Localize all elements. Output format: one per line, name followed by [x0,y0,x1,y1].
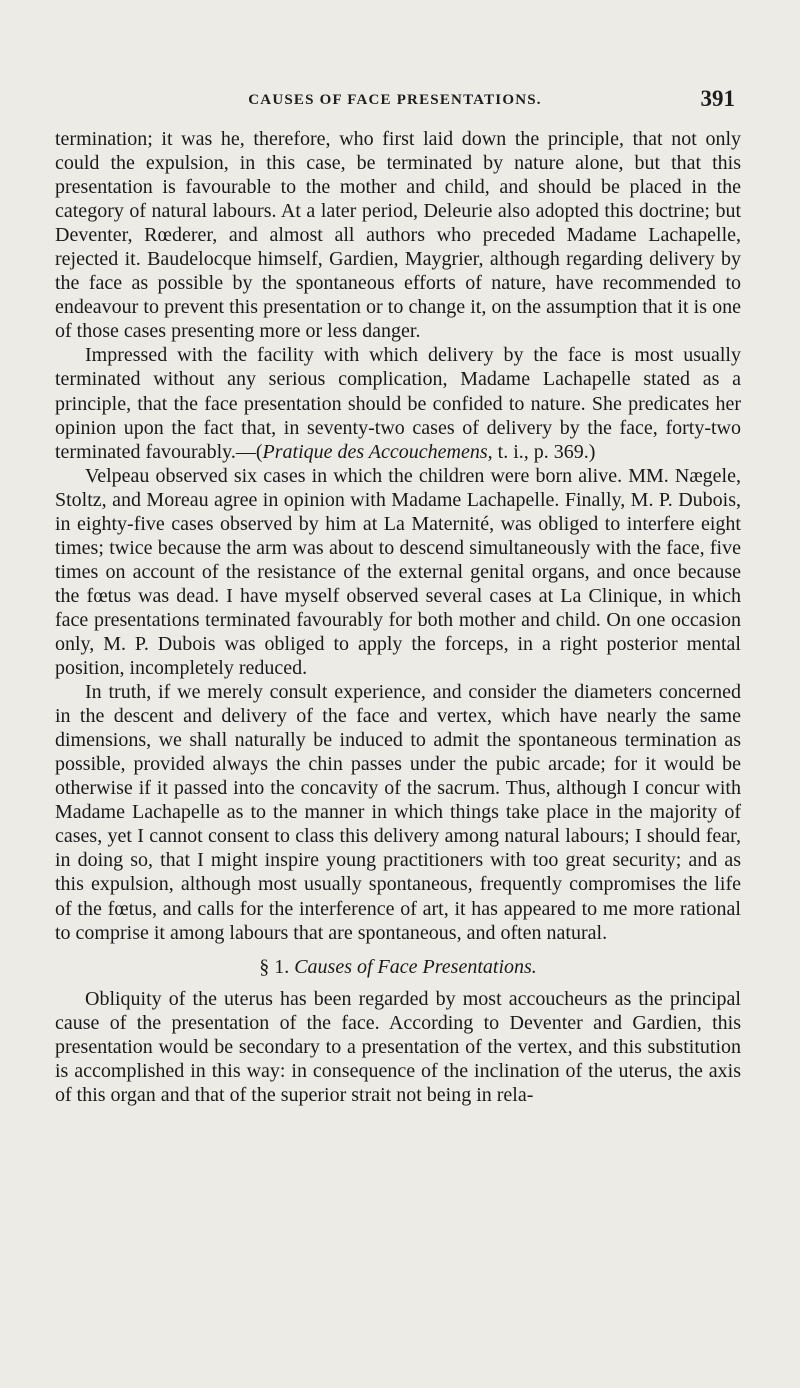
paragraph-experience: In truth, if we merely consult experience, and consider the diameters concerned in the descent and delivery of the face and vertex, which have nearly the same dimensions, we shall naturally be induced to admit the spontaneous termination as possible, provided always the chin passes under the pubic arcade; for it would be otherwise if it passed into the concavity of the sacrum. Thus, although I concur with Madame Lachapelle as to the manner in which things take place in the majority of cases, yet I cannot consent to class this delivery among natural labours; I should fear, in doing so, that I might inspire young practitioners with too great security; and as this expulsion, although most usually spontaneous, frequently compromises the life of the fœtus, and calls for the interference of art, it has appeared to me more rational to comprise it among labours that are spontaneous, and often natural. [55,681,741,944]
paragraph-obliquity: Obliquity of the uterus has been regarded by most accoucheurs as the principal cause of the presentation of the face. According to Deventer and Gardien, this presentation would be secondary to a presentation of the vertex, and this substitution is accomplished in this way: in consequence of the inclination of the uterus, the axis of this organ and that of the superior strait not being in rela- [55,987,741,1106]
section-title: Causes of Face Presentations. [294,955,537,978]
paragraph-continued: termination; it was he, therefore, who first laid down the principle, that not only could the expulsion, in this case, be terminated by nature alone, but that this presentation is favourable to the mother and child, and should be placed in the category of natural labours. At a later period, Deleurie also adopted this doctrine; but Deventer, Rœderer, and almost all authors who preceded Madame Lachapelle, rejected it. Baudelocque himself, Gardien, Maygrier, although regarding delivery by the face as possible by the spontaneous efforts of nature, have recommended to endeavour to prevent this presentation or to change it, on the assumption that it is one of those cases presenting more or less danger. [55,128,741,343]
paragraph-text: Impressed with the facility with which delivery by the face is most usually terminated without any serious complication, Madame Lachapelle stated as a principle, that the face presentation should be confided to nature. She predicates her opinion upon the fact that, in seventy-two cases of delivery by the face, forty-two terminated favourably.—( [55,344,741,463]
section-number: § 1. [259,955,290,978]
book-citation: Pratique des Accouchemens, [262,440,493,463]
page-number: 391 [700,86,735,111]
paragraph-lachapelle [55,343,741,463]
page-header [55,86,735,116]
running-head: CAUSES OF FACE PRESENTATIONS. [248,92,542,108]
paragraph-velpeau: Velpeau observed six cases in which the children were born alive. MM. Nægele, Stoltz, and Moreau agree in opinion with Madame Lachapelle. Finally, M. P. Dubois, in eighty-five cases observed by him at La Maternité, was obliged to interfere eight times; twice because the arm was about to descend simultaneously with the face, five times on account of the resistance of the external genital organs, and once because the fœtus was dead. I have myself observed several cases at La Clinique, in which face presentations terminated favourably for both mother and child. On one occasion only, M. P. Dubois was obliged to apply the forceps, in a right posterior mental position, incompletely reduced. [55,464,741,680]
citation-reference: t. i., p. 369.) [492,440,596,463]
body-text [55,127,741,1107]
section-heading [55,955,741,979]
